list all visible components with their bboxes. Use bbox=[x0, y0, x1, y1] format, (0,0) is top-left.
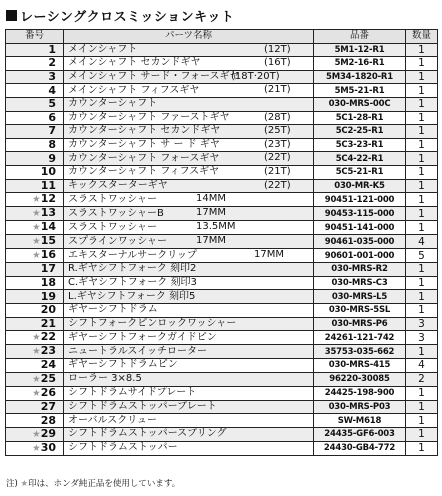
part-code: 030-MRS-R2 bbox=[314, 263, 406, 277]
part-quantity: 1 bbox=[406, 70, 438, 84]
part-code: 030-MRS-415 bbox=[314, 359, 406, 373]
part-quantity: 1 bbox=[406, 111, 438, 125]
row-number-value: 2 bbox=[48, 56, 56, 70]
part-size: (21T) bbox=[264, 165, 291, 177]
table-row bbox=[6, 125, 438, 139]
row-number bbox=[6, 57, 64, 71]
part-name: カウンターシャフト ファーストギヤ bbox=[68, 111, 230, 123]
part-name: カウンターシャフト フォースギヤ bbox=[68, 152, 220, 164]
part-name: スプラインワッシャー bbox=[68, 235, 167, 247]
part-name: C.ギヤシフトフォーク 刻印3 bbox=[68, 277, 197, 289]
table-row bbox=[6, 57, 438, 71]
table-row bbox=[6, 221, 438, 235]
table-row bbox=[6, 263, 438, 277]
honda-genuine-star-icon: ★ bbox=[32, 387, 41, 399]
table-row bbox=[6, 317, 438, 331]
part-name: ギヤーシフトドラムピン bbox=[68, 359, 178, 371]
part-name-cell bbox=[64, 97, 314, 111]
part-size: (22T) bbox=[264, 152, 291, 164]
part-name-cell bbox=[64, 70, 314, 84]
table-row bbox=[6, 84, 438, 98]
table-row bbox=[6, 345, 438, 359]
part-code: 24430-GB4-772 bbox=[314, 441, 406, 455]
part-size: 17MM bbox=[196, 235, 226, 247]
row-number-value: 11 bbox=[40, 179, 56, 192]
part-code: 030-MRS-L5 bbox=[314, 290, 406, 304]
row-number bbox=[6, 345, 64, 359]
part-code: 5C3-23-R1 bbox=[314, 138, 406, 152]
part-name-cell bbox=[64, 263, 314, 277]
part-quantity: 4 bbox=[406, 235, 438, 249]
part-name-cell bbox=[64, 111, 314, 125]
part-code: 24425-198-900 bbox=[314, 386, 406, 400]
table-row bbox=[6, 207, 438, 221]
part-size: 13.5MM bbox=[196, 221, 236, 233]
part-name-cell bbox=[64, 359, 314, 373]
row-number-value: 22 bbox=[40, 330, 56, 344]
part-name-cell bbox=[64, 400, 314, 414]
row-number-value: 20 bbox=[40, 303, 56, 317]
table-row bbox=[6, 276, 438, 290]
honda-genuine-star-icon: ★ bbox=[32, 442, 41, 454]
row-number bbox=[6, 263, 64, 277]
row-number-value: 19 bbox=[40, 289, 56, 303]
row-number-value: 9 bbox=[48, 151, 56, 165]
part-code: 5M34-1820-R1 bbox=[314, 70, 406, 84]
table-row bbox=[6, 386, 438, 400]
table-row bbox=[6, 331, 438, 345]
table-row bbox=[6, 359, 438, 373]
part-size: (28T) bbox=[264, 111, 291, 123]
table-row bbox=[6, 165, 438, 179]
parts-table bbox=[5, 29, 438, 456]
part-code: 90601-001-000 bbox=[314, 249, 406, 263]
part-code: 5M1-12-R1 bbox=[314, 43, 406, 57]
part-size: (18T·20T) bbox=[231, 70, 280, 82]
part-name: ギヤーシフトフォークガイドピン bbox=[68, 331, 217, 343]
row-number-value: 15 bbox=[40, 234, 56, 248]
part-size: 17MM bbox=[254, 249, 284, 261]
table-row bbox=[6, 290, 438, 304]
row-number-value: 25 bbox=[40, 372, 56, 385]
part-quantity: 1 bbox=[406, 193, 438, 207]
table-row bbox=[6, 179, 438, 193]
row-number-value: 29 bbox=[40, 427, 56, 440]
part-quantity: 1 bbox=[406, 303, 438, 317]
part-name-cell bbox=[64, 331, 314, 345]
part-size: (21T) bbox=[264, 84, 291, 96]
row-number bbox=[6, 249, 64, 263]
part-name: シフトドラムストッパー bbox=[68, 442, 178, 454]
part-code: 90451-141-000 bbox=[314, 221, 406, 235]
row-number-value: 16 bbox=[40, 248, 56, 262]
part-quantity: 1 bbox=[406, 290, 438, 304]
part-quantity: 2 bbox=[406, 372, 438, 386]
part-code: 030-MR-K5 bbox=[314, 179, 406, 193]
part-quantity: 4 bbox=[406, 359, 438, 373]
part-name: メインシャフト サード・フォースギヤ bbox=[68, 71, 240, 83]
part-name-cell bbox=[64, 276, 314, 290]
part-code: 90453-115-000 bbox=[314, 207, 406, 221]
part-name: キックスターターギヤ bbox=[68, 179, 168, 191]
row-number bbox=[6, 303, 64, 317]
row-number bbox=[6, 290, 64, 304]
row-number bbox=[6, 97, 64, 111]
part-name: オーバルスクリュー bbox=[68, 414, 157, 426]
honda-genuine-star-icon: ★ bbox=[32, 373, 41, 385]
header-name: パーツ名称 bbox=[64, 30, 314, 44]
row-number bbox=[6, 84, 64, 98]
table-row bbox=[6, 372, 438, 386]
part-quantity: 1 bbox=[406, 152, 438, 166]
honda-genuine-star-icon: ★ bbox=[32, 346, 41, 358]
part-quantity: 1 bbox=[406, 427, 438, 441]
row-number-value: 18 bbox=[40, 276, 56, 290]
part-size: 17MM bbox=[196, 207, 226, 219]
part-code: 5C2-25-R1 bbox=[314, 125, 406, 139]
part-code: 030-MRS-C3 bbox=[314, 276, 406, 290]
part-quantity: 1 bbox=[406, 276, 438, 290]
part-code: 030-MRS-P6 bbox=[314, 317, 406, 331]
row-number-value: 7 bbox=[48, 124, 56, 138]
part-name-cell bbox=[64, 152, 314, 166]
part-quantity: 1 bbox=[406, 263, 438, 277]
part-name-cell bbox=[64, 43, 314, 57]
part-name-cell bbox=[64, 427, 314, 441]
table-row bbox=[6, 152, 438, 166]
honda-genuine-star-icon: ★ bbox=[32, 250, 41, 262]
part-name-cell bbox=[64, 414, 314, 428]
part-name-cell bbox=[64, 372, 314, 386]
honda-genuine-star-icon: ★ bbox=[32, 332, 41, 344]
row-number-value: 12 bbox=[40, 192, 56, 206]
part-quantity: 1 bbox=[406, 138, 438, 152]
part-quantity: 3 bbox=[406, 331, 438, 345]
table-row bbox=[6, 303, 438, 317]
page-title-block bbox=[6, 5, 234, 25]
part-name: ローラー 3×8.5 bbox=[68, 373, 142, 385]
part-code: 5C5-21-R1 bbox=[314, 165, 406, 179]
table-row bbox=[6, 193, 438, 207]
part-name: スラストワッシャー bbox=[68, 193, 157, 205]
row-number-value: 23 bbox=[40, 344, 56, 358]
row-number-value: 6 bbox=[48, 111, 56, 124]
row-number bbox=[6, 317, 64, 331]
part-name: ニュートラルスイッチローター bbox=[68, 345, 207, 357]
part-quantity: 1 bbox=[406, 414, 438, 428]
part-quantity: 1 bbox=[406, 441, 438, 455]
part-size: (16T) bbox=[264, 57, 291, 69]
row-number bbox=[6, 441, 64, 455]
part-size: 14MM bbox=[196, 193, 226, 205]
part-quantity: 1 bbox=[406, 221, 438, 235]
row-number bbox=[6, 125, 64, 139]
part-name-cell bbox=[64, 249, 314, 263]
part-quantity: 1 bbox=[406, 97, 438, 111]
page-title: レーシングクロスミッションキット bbox=[20, 9, 235, 25]
table-row bbox=[6, 400, 438, 414]
honda-genuine-star-icon: ★ bbox=[32, 222, 41, 234]
part-size: (12T) bbox=[264, 43, 291, 55]
table-row bbox=[6, 111, 438, 125]
part-name: シフトフォークピンロックワッシャー bbox=[68, 317, 237, 329]
table-row bbox=[6, 235, 438, 249]
table-row bbox=[6, 249, 438, 263]
part-code: 5M5-21-R1 bbox=[314, 84, 406, 98]
row-number bbox=[6, 386, 64, 400]
row-number-value: 1 bbox=[48, 43, 56, 56]
part-quantity: 1 bbox=[406, 400, 438, 414]
footnote-prefix: 注) bbox=[6, 479, 21, 489]
row-number-value: 24 bbox=[40, 358, 56, 372]
row-number-value: 13 bbox=[40, 206, 56, 220]
part-name-cell bbox=[64, 317, 314, 331]
table-row bbox=[6, 97, 438, 111]
table-header-row bbox=[6, 30, 438, 44]
part-name-cell bbox=[64, 221, 314, 235]
part-name-cell bbox=[64, 179, 314, 193]
part-name-cell bbox=[64, 193, 314, 207]
part-code: 030-MRS-00C bbox=[314, 97, 406, 111]
part-code: 35753-035-662 bbox=[314, 345, 406, 359]
part-name: スラストワッシャー bbox=[68, 221, 157, 233]
row-number bbox=[6, 70, 64, 84]
row-number bbox=[6, 207, 64, 221]
row-number-value: 3 bbox=[48, 70, 56, 84]
part-quantity: 1 bbox=[406, 207, 438, 221]
part-name-cell bbox=[64, 345, 314, 359]
row-number-value: 26 bbox=[40, 386, 56, 399]
part-quantity: 1 bbox=[406, 125, 438, 139]
part-size: (23T) bbox=[264, 138, 291, 150]
row-number bbox=[6, 152, 64, 166]
row-number bbox=[6, 43, 64, 57]
part-name: エキスターナルサークリップ bbox=[68, 249, 197, 261]
part-quantity: 1 bbox=[406, 179, 438, 193]
honda-genuine-star-icon: ★ bbox=[32, 208, 41, 220]
honda-genuine-star-icon: ★ bbox=[32, 236, 41, 248]
part-name: L.ギヤシフトフォーク 刻印5 bbox=[68, 290, 196, 302]
part-quantity: 1 bbox=[406, 84, 438, 98]
row-number bbox=[6, 372, 64, 386]
part-name: スラストワッシャーB bbox=[68, 207, 164, 219]
part-name: シフトドラムストッパースプリング bbox=[68, 428, 227, 440]
part-name-cell bbox=[64, 235, 314, 249]
part-name-cell bbox=[64, 441, 314, 455]
row-number bbox=[6, 276, 64, 290]
part-quantity: 1 bbox=[406, 43, 438, 57]
part-name: シフトドラムストッパープレート bbox=[68, 400, 217, 412]
row-number-value: 21 bbox=[40, 317, 56, 330]
row-number bbox=[6, 165, 64, 179]
part-quantity: 3 bbox=[406, 317, 438, 331]
part-name-cell bbox=[64, 57, 314, 71]
row-number-value: 5 bbox=[48, 97, 56, 111]
part-quantity: 1 bbox=[406, 386, 438, 400]
row-number bbox=[6, 111, 64, 125]
footnote-text: 印は、ホンダ純正品を使用しています。 bbox=[28, 479, 181, 489]
row-number bbox=[6, 400, 64, 414]
part-name: メインシャフト フィフスギヤ bbox=[68, 84, 200, 96]
row-number-value: 17 bbox=[40, 262, 56, 276]
part-quantity: 1 bbox=[406, 57, 438, 71]
part-size: (25T) bbox=[264, 125, 291, 137]
part-name-cell bbox=[64, 290, 314, 304]
part-code: 96220-30085 bbox=[314, 372, 406, 386]
part-name-cell bbox=[64, 165, 314, 179]
row-number bbox=[6, 331, 64, 345]
row-number bbox=[6, 427, 64, 441]
part-code: 5C1-28-R1 bbox=[314, 111, 406, 125]
part-code: 24435-GF6-003 bbox=[314, 427, 406, 441]
part-name: カウンターシャフト bbox=[68, 98, 158, 110]
row-number-value: 27 bbox=[40, 400, 56, 413]
part-size: (22T) bbox=[264, 179, 291, 191]
honda-genuine-star-icon: ★ bbox=[32, 428, 41, 440]
part-name-cell bbox=[64, 303, 314, 317]
part-code: 030-MRS-P03 bbox=[314, 400, 406, 414]
row-number-value: 10 bbox=[40, 165, 56, 179]
header-code: 品番 bbox=[314, 30, 406, 44]
row-number bbox=[6, 414, 64, 428]
row-number bbox=[6, 138, 64, 152]
part-code: SW-M618 bbox=[314, 414, 406, 428]
header-qty: 数量 bbox=[406, 30, 438, 44]
table-row bbox=[6, 70, 438, 84]
part-name-cell bbox=[64, 207, 314, 221]
table-row bbox=[6, 441, 438, 455]
part-quantity: 1 bbox=[406, 345, 438, 359]
table-body bbox=[6, 43, 438, 455]
part-code: 030-MRS-5SL bbox=[314, 303, 406, 317]
part-quantity: 1 bbox=[406, 165, 438, 179]
part-name: カウンターシャフト サ ー ド ギヤ bbox=[68, 139, 220, 151]
row-number-value: 8 bbox=[48, 138, 56, 152]
row-number bbox=[6, 235, 64, 249]
row-number-value: 14 bbox=[40, 220, 56, 234]
part-name: メインシャフト セカンドギヤ bbox=[68, 57, 201, 69]
header-no: 番号 bbox=[6, 30, 64, 44]
row-number-value: 30 bbox=[40, 441, 56, 454]
table-row bbox=[6, 43, 438, 57]
footnote-star-icon: ★ bbox=[20, 479, 29, 489]
table-row bbox=[6, 414, 438, 428]
part-name: シフトドラムサイドプレート bbox=[68, 387, 197, 399]
part-name-cell bbox=[64, 125, 314, 139]
part-code: 90451-121-000 bbox=[314, 193, 406, 207]
part-code: 24261-121-742 bbox=[314, 331, 406, 345]
row-number-value: 28 bbox=[40, 413, 56, 427]
part-name: カウンターシャフト フィフスギヤ bbox=[68, 166, 220, 178]
part-code: 90461-035-000 bbox=[314, 235, 406, 249]
part-code: 5M2-16-R1 bbox=[314, 57, 406, 71]
title-square-marker bbox=[6, 10, 17, 21]
part-name: メインシャフト bbox=[68, 43, 138, 55]
table-row bbox=[6, 427, 438, 441]
footnote bbox=[6, 477, 180, 489]
part-code: 5C4-22-R1 bbox=[314, 152, 406, 166]
part-name: ギヤーシフトドラム bbox=[68, 304, 158, 316]
part-name-cell bbox=[64, 386, 314, 400]
part-name-cell bbox=[64, 138, 314, 152]
row-number bbox=[6, 359, 64, 373]
row-number bbox=[6, 193, 64, 207]
row-number bbox=[6, 221, 64, 235]
part-name: R.ギヤシフトフォーク 刻印2 bbox=[68, 263, 197, 275]
part-quantity: 5 bbox=[406, 249, 438, 263]
row-number-value: 4 bbox=[48, 83, 56, 97]
part-name: カウンターシャフト セカンドギヤ bbox=[68, 125, 221, 137]
table-row bbox=[6, 138, 438, 152]
honda-genuine-star-icon: ★ bbox=[32, 194, 41, 206]
part-name-cell bbox=[64, 84, 314, 98]
row-number bbox=[6, 179, 64, 193]
